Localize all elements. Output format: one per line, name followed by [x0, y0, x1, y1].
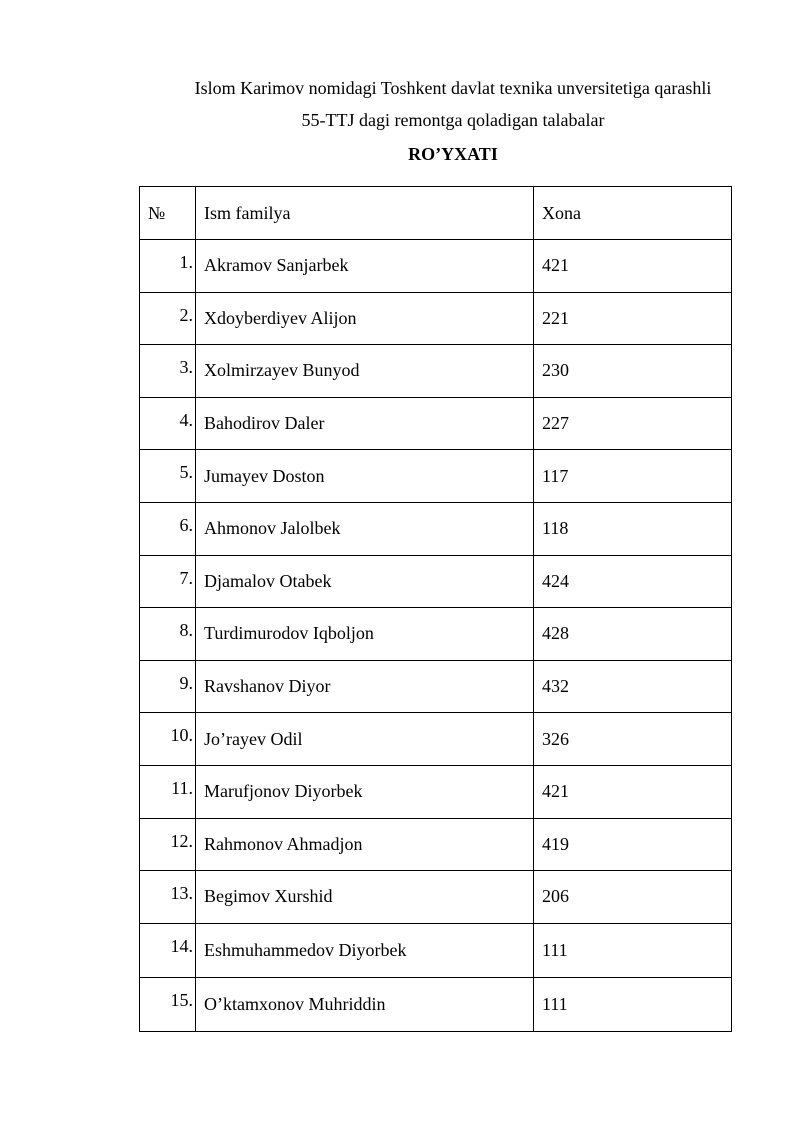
student-name: Xdoyberdiyev Alijon — [196, 292, 534, 345]
document-heading-line-2: 55-TTJ dagi remontga qoladigan talabalar — [301, 110, 605, 130]
document-heading-line-1: Islom Karimov nomidagi Toshkent davlat texnika unversitetiga qarashli — [194, 78, 712, 98]
room-number: 428 — [534, 608, 732, 661]
student-name: Rahmonov Ahmadjon — [196, 818, 534, 871]
table-row — [140, 240, 732, 293]
row-number: 15. — [140, 977, 196, 1031]
room-number: 118 — [534, 502, 732, 555]
table-header-row — [140, 187, 732, 240]
row-number: 1. — [140, 240, 196, 293]
room-number: 221 — [534, 292, 732, 345]
row-number: 3. — [140, 345, 196, 398]
table-row — [140, 450, 732, 503]
student-name: Eshmuhammedov Diyorbek — [196, 923, 534, 977]
student-name: Turdimurodov Iqboljon — [196, 608, 534, 661]
room-number: 227 — [534, 397, 732, 450]
student-name: Ahmonov Jalolbek — [196, 502, 534, 555]
row-number: 7. — [140, 555, 196, 608]
room-number: 419 — [534, 818, 732, 871]
table-row — [140, 502, 732, 555]
room-number: 206 — [534, 871, 732, 924]
student-name: Jo’rayev Odil — [196, 713, 534, 766]
row-number: 11. — [140, 765, 196, 818]
header-number: № — [140, 187, 196, 240]
row-number: 13. — [140, 871, 196, 924]
table-row — [140, 871, 732, 924]
student-name: O’ktamxonov Muhriddin — [196, 977, 534, 1031]
table-row — [140, 923, 732, 977]
student-name: Ravshanov Diyor — [196, 660, 534, 713]
table-row — [140, 818, 732, 871]
room-number: 111 — [534, 977, 732, 1031]
student-name: Akramov Sanjarbek — [196, 240, 534, 293]
table-row — [140, 713, 732, 766]
room-number: 421 — [534, 240, 732, 293]
student-name: Begimov Xurshid — [196, 871, 534, 924]
student-list-body — [140, 187, 732, 1032]
student-name: Marufjonov Diyorbek — [196, 765, 534, 818]
room-number: 421 — [534, 765, 732, 818]
room-number: 432 — [534, 660, 732, 713]
row-number: 2. — [140, 292, 196, 345]
room-number: 117 — [534, 450, 732, 503]
row-number: 4. — [140, 397, 196, 450]
student-name: Bahodirov Daler — [196, 397, 534, 450]
row-number: 14. — [140, 923, 196, 977]
table-row — [140, 555, 732, 608]
header-name: Ism familya — [196, 187, 534, 240]
student-list-table — [139, 186, 732, 1032]
header-room: Xona — [534, 187, 732, 240]
row-number: 6. — [140, 502, 196, 555]
row-number: 12. — [140, 818, 196, 871]
table-row — [140, 397, 732, 450]
student-name: Djamalov Otabek — [196, 555, 534, 608]
room-number: 326 — [534, 713, 732, 766]
table-row — [140, 345, 732, 398]
table-row — [140, 608, 732, 661]
room-number: 424 — [534, 555, 732, 608]
room-number: 111 — [534, 923, 732, 977]
row-number: 9. — [140, 660, 196, 713]
room-number: 230 — [534, 345, 732, 398]
table-row — [140, 765, 732, 818]
row-number: 10. — [140, 713, 196, 766]
table-row — [140, 292, 732, 345]
student-name: Jumayev Doston — [196, 450, 534, 503]
row-number: 5. — [140, 450, 196, 503]
document-title: RO’YXATI — [408, 144, 498, 164]
row-number: 8. — [140, 608, 196, 661]
table-row — [140, 977, 732, 1031]
table-row — [140, 660, 732, 713]
student-name: Xolmirzayev Bunyod — [196, 345, 534, 398]
